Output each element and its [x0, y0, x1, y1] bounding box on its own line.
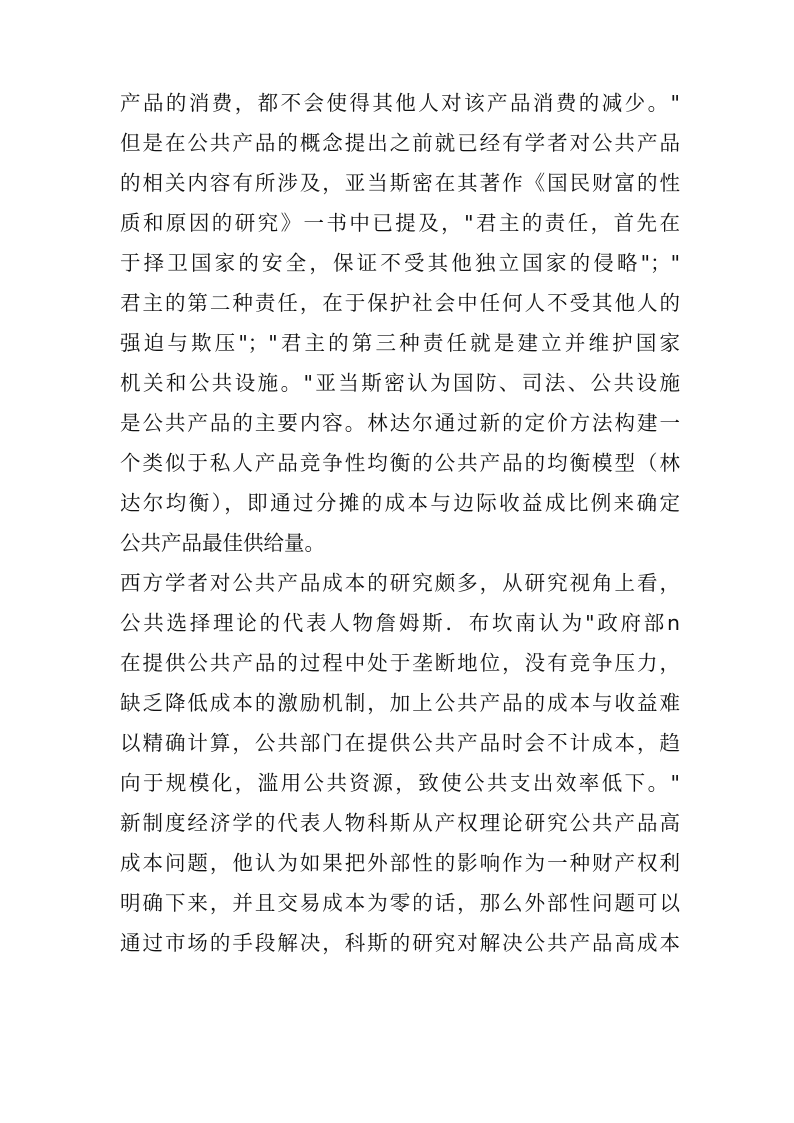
- text-line: 西方学者对公共产品成本的研究颇多，从研究视角上看，: [120, 571, 680, 595]
- text-line: 的相关内容有所涉及，亚当斯密在其著作《国民财富的性: [120, 171, 680, 195]
- text-line: 于择卫国家的安全，保证不受其他独立国家的侵略"；": [120, 251, 680, 275]
- text-line: 以精确计算，公共部门在提供公共产品时会不计成本，趋: [120, 731, 680, 755]
- text-line: 个类似于私人产品竞争性均衡的公共产品的均衡模型（林: [120, 451, 680, 475]
- text-line: 机关和公共设施。"亚当斯密认为国防、司法、公共设施: [120, 371, 680, 395]
- text-line: 质和原因的研究》一书中已提及，"君主的责任，首先在: [120, 211, 680, 235]
- text-line: 在提供公共产品的过程中处于垄断地位，没有竞争压力，: [120, 651, 680, 675]
- text-line: 君主的第二种责任，在于保护社会中任何人不受其他人的: [120, 291, 680, 315]
- text-line: 公共选择理论的代表人物詹姆斯．布坎南认为"政府部n: [120, 611, 680, 635]
- text-line: 通过市场的手段解决，科斯的研究对解决公共产品高成本: [120, 931, 680, 955]
- text-line: 但是在公共产品的概念提出之前就已经有学者对公共产品: [120, 131, 680, 155]
- text-line: 新制度经济学的代表人物科斯从产权理论研究公共产品高: [120, 811, 680, 835]
- text-line: 强迫与欺压"；"君主的第三种责任就是建立并维护国家: [120, 331, 680, 355]
- text-line: 成本问题，他认为如果把外部性的影响作为一种财产权利: [120, 851, 680, 875]
- text-line: 向于规模化，滥用公共资源，致使公共支出效率低下。": [120, 771, 680, 795]
- text-line: 缺乏降低成本的激励机制，加上公共产品的成本与收益难: [120, 691, 680, 715]
- text-line: 明确下来，并且交易成本为零的话，那么外部性问题可以: [120, 891, 680, 915]
- text-line: 公共产品最佳供给量。: [120, 531, 325, 555]
- text-line: 产品的消费，都不会使得其他人对该产品消费的减少。": [120, 91, 680, 115]
- text-line: 是公共产品的主要内容。林达尔通过新的定价方法构建一: [120, 411, 680, 435]
- text-line: 达尔均衡），即通过分摊的成本与边际收益成比例来确定: [120, 491, 680, 515]
